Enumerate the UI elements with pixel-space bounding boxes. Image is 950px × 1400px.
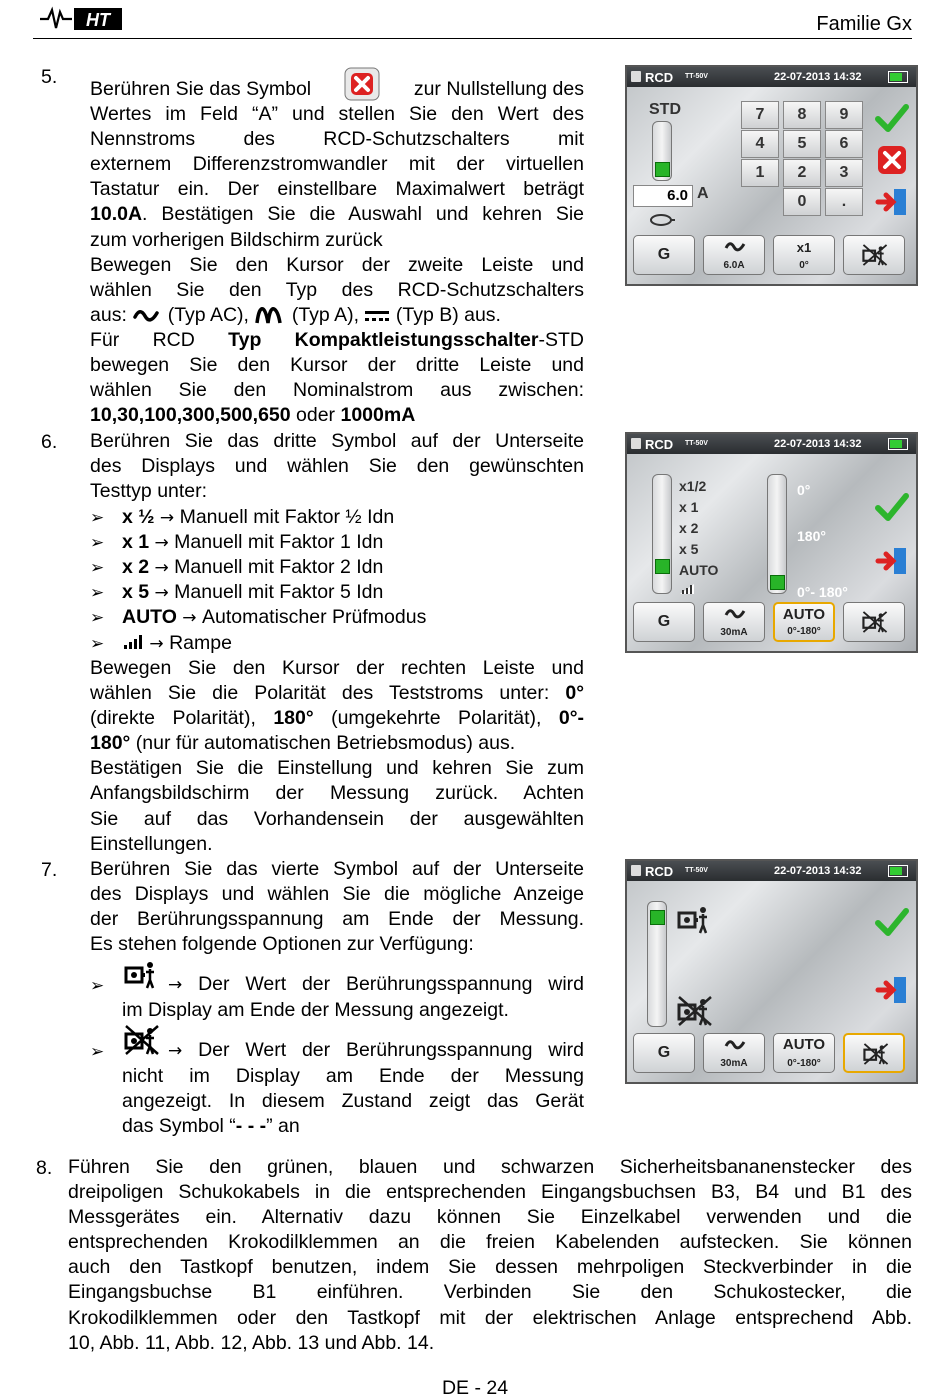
test-type-option[interactable]: x 2: [679, 520, 699, 536]
exit-icon[interactable]: [874, 973, 910, 1007]
step-5-number: 5.: [41, 66, 58, 88]
touch-voltage-slider[interactable]: [647, 901, 667, 1027]
step-6-line: Bestätigen Sie die Einstellung und kehren Sie zum: [90, 757, 584, 780]
bullet-marker: ➢: [90, 508, 105, 528]
test-type-desc: Automatischer Prüfmodus: [201, 606, 427, 629]
ground-button[interactable]: [633, 235, 695, 275]
mode-label: AUTO: [782, 606, 826, 623]
step-5-line: [90, 202, 584, 227]
step-5-text: [90, 77, 584, 428]
header-divider: [33, 38, 912, 39]
current-max: 1000mA: [340, 404, 416, 427]
step-6-line: Berühren Sie das dritte Symbol auf der Unterseite: [90, 430, 584, 452]
touch-voltage-button[interactable]: [843, 1033, 905, 1073]
battery-icon: [888, 71, 908, 83]
step-6-line: Sie auf das Vorhandensein der ausgewählten: [90, 807, 584, 830]
type-a-label: (Typ A),: [291, 303, 360, 326]
nominal-current: 30mA: [720, 1058, 748, 1069]
type-b-label: (Typ B) aus.: [395, 303, 501, 326]
exit-icon[interactable]: [874, 544, 910, 578]
ground-label: G: [657, 613, 671, 630]
touch-voltage-button[interactable]: [843, 602, 905, 642]
polarity-label: 0°: [799, 260, 809, 271]
arrow-icon: →: [168, 975, 183, 995]
step-7-number: 7.: [41, 859, 58, 881]
test-type-option[interactable]: AUTO: [679, 562, 719, 578]
option-text: Der Wert der Berührungsspannung wird: [198, 1039, 584, 1061]
device-screen-touch-voltage: [625, 859, 918, 1084]
device-icon: [631, 438, 641, 449]
step-5-line: Berühren Sie das Symbol: [90, 78, 312, 100]
ground-label: G: [657, 1044, 671, 1061]
page-number: DE - 24: [441, 1377, 509, 1399]
polarity-intro: wählen Sie die Polarität des Teststroms unter:: [90, 682, 550, 705]
arrow-icon: →: [149, 583, 175, 604]
nominal-current: 30mA: [720, 627, 748, 638]
std-slider[interactable]: [652, 121, 672, 181]
std-suffix: -STD: [538, 328, 584, 351]
status-bar: [627, 861, 916, 881]
brand-text: HT: [86, 10, 110, 30]
page-header-title: Familie Gx: [816, 13, 912, 35]
test-type-item: [122, 631, 232, 657]
bullet-marker: ➢: [90, 976, 105, 996]
datetime: 22-07-2013 14:32: [774, 865, 862, 877]
ramp-icon: [679, 583, 695, 595]
bullet-marker: ➢: [90, 1042, 105, 1062]
test-type-item: [122, 605, 426, 631]
confirm-icon[interactable]: [874, 101, 910, 135]
step-8-line: dreipoligen Schukokabels in die entsprechenden Eingangsbuchsen B3, B4 und B1 des: [68, 1181, 912, 1204]
bullet-marker: ➢: [90, 633, 105, 654]
function-title: RCD: [645, 437, 674, 452]
arrow-icon: →: [154, 508, 180, 528]
test-type-desc: Manuell mit Faktor ½ Idn: [179, 506, 395, 528]
polarity-option[interactable]: 0°- 180°: [797, 584, 848, 600]
polarity-180: 180°: [273, 707, 314, 730]
test-type-key: x 5: [122, 581, 150, 604]
dash-symbol: - - -: [235, 1115, 267, 1138]
rcd-type-button[interactable]: [703, 1033, 765, 1073]
step-5-type-line: [90, 303, 584, 328]
test-type-key: x 1: [122, 531, 150, 554]
step-8-line: auch den Tastkopf benutzen, indem Sie dessen mehrpoligen Steckverbinder in die: [68, 1256, 912, 1279]
max-value: 10.0A: [90, 203, 143, 226]
step-5-line: [90, 403, 584, 428]
virtual-keypad: [735, 97, 883, 223]
step-5-line: wählen Sie den Typ des RCD-Schutzschalters: [90, 278, 584, 301]
test-type-item: [122, 580, 383, 606]
step-5-line-rest: . Bestätigen Sie die Auswahl und kehren Sie: [142, 203, 584, 226]
option-line: nicht im Display am Ende der Messung: [122, 1065, 584, 1088]
ac-wave-icon: [724, 1038, 746, 1052]
step-5-line: Tastatur ein. Der einstellbare Maximalwert beträgt: [90, 178, 584, 201]
touch-voltage-off-icon: [862, 243, 888, 267]
step-5-line: zur Nullstellung des: [413, 78, 584, 100]
ac-wave-icon: [724, 240, 746, 254]
keypad-key[interactable]: 1: [741, 159, 779, 187]
bottom-toolbar: [631, 602, 912, 644]
keypad-key[interactable]: 4: [741, 130, 779, 158]
battery-icon: [888, 865, 908, 877]
step-6-line: des Displays und wählen Sie den gewünschten: [90, 455, 584, 478]
ground-button[interactable]: [633, 1033, 695, 1073]
bullet-marker: ➢: [90, 558, 105, 579]
polarity-label: 0°-180°: [787, 626, 821, 637]
test-type-slider[interactable]: [652, 474, 672, 594]
rcd-type-button[interactable]: [703, 602, 765, 642]
option-line: [122, 972, 584, 998]
polarity-option[interactable]: 180°: [797, 528, 826, 544]
keypad-key[interactable]: 3: [825, 159, 863, 187]
test-type-key: x 2: [122, 556, 150, 579]
option-line: [122, 1114, 584, 1139]
test-type-item: [122, 555, 383, 581]
step-6-number: 6.: [41, 431, 58, 453]
touch-voltage-off-icon: [677, 995, 713, 1027]
option-line: angezeigt. In diesem Zustand zeigt das Gerät: [122, 1090, 584, 1113]
option-line: [122, 1038, 584, 1064]
step-6-intro: [90, 429, 584, 504]
pulsating-wave-icon: [254, 307, 286, 325]
device-screen-keypad: [625, 65, 918, 286]
arrow-icon: →: [168, 1041, 183, 1061]
confirm-icon[interactable]: [874, 490, 910, 524]
current-value-field[interactable]: 6.0: [633, 185, 693, 207]
step-5-line: Nennstroms des RCD-Schutzschalters mit: [90, 128, 584, 151]
std-label: STD: [649, 101, 681, 118]
step-8-number: 8.: [36, 1157, 53, 1179]
direct-label: (direkte Polarität),: [90, 707, 256, 730]
bottom-toolbar: [631, 1033, 912, 1075]
function-title: RCD: [645, 70, 674, 85]
system-label: TT-50V: [685, 867, 708, 874]
status-bar: [627, 67, 916, 87]
keypad-key[interactable]: 0: [783, 188, 821, 216]
arrow-icon: →: [176, 608, 202, 629]
ground-label: G: [657, 246, 671, 263]
step-5-line: Wertes im Feld “A” und stellen Sie den Wert des: [90, 103, 584, 126]
keypad-key[interactable]: 9: [825, 101, 863, 129]
multiplier-label: x1: [796, 240, 812, 255]
keypad-key[interactable]: 6: [825, 130, 863, 158]
step-8-line: 10, Abb. 11, Abb. 12, Abb. 13 und Abb. 14.: [68, 1331, 435, 1354]
step-6-line: [90, 731, 584, 756]
test-type-desc: Manuell mit Faktor 1 Idn: [174, 531, 384, 554]
step-6-line: Testtyp unter:: [90, 480, 208, 503]
test-type-desc: Manuell mit Faktor 5 Idn: [174, 581, 384, 604]
symbol-text-end: ” an: [266, 1115, 300, 1138]
ac-wave-icon: [132, 307, 162, 325]
rcd-label: Für RCD: [90, 328, 195, 351]
polarity-0-180: 0°-: [558, 707, 584, 730]
polarity-label: 0°-180°: [787, 1058, 821, 1069]
dc-icon: [364, 309, 390, 323]
confirm-icon[interactable]: [874, 905, 910, 939]
keypad-key[interactable]: 7: [741, 101, 779, 129]
arrow-icon: →: [149, 533, 175, 554]
nominal-current: 6.0A: [723, 260, 745, 271]
polarity-slider[interactable]: [767, 474, 787, 594]
breaker-type: Typ Kompaktleistungsschalter: [228, 328, 539, 351]
type-ac-label: (Typ AC),: [167, 303, 249, 326]
unit-label: A: [697, 185, 709, 202]
bottom-toolbar: [631, 235, 912, 277]
step-7-line: Berühren Sie das vierte Symbol auf der Unterseite: [90, 858, 584, 880]
bullet-marker: ➢: [90, 533, 105, 554]
ground-button[interactable]: [633, 602, 695, 642]
slider-knob[interactable]: [770, 575, 785, 590]
device-screen-test-type: [625, 432, 918, 653]
option-hide-touch-voltage: [122, 1038, 584, 1139]
test-mode-button[interactable]: [773, 602, 835, 642]
symbol-text: das Symbol “: [122, 1115, 236, 1138]
step-6-line: Einstellungen.: [90, 832, 213, 855]
step-5-line: externem Differenzstromwandler mit der virtuellen: [90, 153, 584, 176]
step-6-line: [90, 681, 584, 706]
step-6-line: Anfangsbildschirm der Messung zurück. Achten: [90, 782, 584, 805]
step-7-line: der Berührungsspannung am Ende der Messung.: [90, 908, 584, 931]
step-7-text: [90, 857, 584, 957]
polarity-180b: 180°: [90, 732, 131, 755]
test-type-key: x ½: [122, 506, 155, 528]
touch-voltage-on-icon: [677, 905, 713, 935]
battery-icon: [888, 438, 908, 450]
option-show-touch-voltage: [122, 972, 584, 1023]
step-8-line: Führen Sie den grünen, blauen und schwarzen Sicherheitsbananenstecker des: [68, 1156, 912, 1178]
step-5-line: bewegen Sie den Kursor der dritte Leiste und: [90, 354, 584, 377]
touch-voltage-off-icon: [862, 610, 888, 634]
slider-knob[interactable]: [650, 910, 665, 925]
test-type-option[interactable]: x1/2: [679, 478, 707, 494]
keypad-key[interactable]: 2: [783, 159, 821, 187]
test-mode-button[interactable]: [773, 1033, 835, 1073]
step-8-line: Messgerätes ein. Alternativ dazu können Sie Einzelkabel verwenden und die: [68, 1206, 912, 1229]
test-type-item: [122, 505, 394, 531]
ramp-icon: [122, 634, 144, 650]
step-6-line: [90, 706, 584, 731]
step-5-line: zum vorherigen Bildschirm zurück: [90, 228, 383, 251]
step-6-line: Bewegen Sie den Kursor der rechten Leiste und: [90, 657, 584, 679]
option-text: Der Wert der Berührungsspannung wird: [198, 973, 584, 995]
polarity-option[interactable]: 0°: [797, 482, 811, 498]
or-text: oder: [290, 404, 341, 427]
step-8-line: Eingangsbuchse B1 einführen. Verbinden Sie den Schukostecker, die: [68, 1281, 912, 1304]
system-label: TT-50V: [685, 440, 708, 447]
bullet-marker: ➢: [90, 608, 105, 629]
auto-mode-note: (nur für automatischen Betriebsmodus) aus.: [130, 732, 516, 755]
step-7-line: des Displays und wählen Sie die mögliche Anzeige: [90, 883, 584, 906]
test-mode-button[interactable]: [773, 235, 835, 275]
test-type-desc: Rampe: [169, 631, 232, 654]
rcd-type-button[interactable]: [703, 235, 765, 275]
keypad-key[interactable]: 5: [783, 130, 821, 158]
system-label: TT-50V: [685, 73, 708, 80]
step-8-text: [68, 1155, 912, 1356]
device-icon: [631, 865, 641, 876]
step-5-line: wählen Sie den Nominalstrom aus zwischen:: [90, 379, 584, 402]
step-6-polarity-text: [90, 656, 584, 857]
function-title: RCD: [645, 864, 674, 879]
device-icon: [631, 71, 641, 82]
step-5-line: [90, 328, 584, 353]
step-8-line: entsprechenden Krokodilklemmen an die freien Kabelenden aufstecken. Sie können: [68, 1231, 912, 1254]
option-line: im Display am Ende der Messung angezeigt.: [122, 999, 509, 1022]
arrow-icon: →: [149, 558, 175, 579]
bullet-marker: ➢: [90, 583, 105, 604]
test-type-option[interactable]: x 1: [679, 499, 699, 515]
test-type-key: AUTO: [122, 606, 177, 629]
status-bar: [627, 434, 916, 454]
current-transformer-icon: [649, 213, 675, 227]
mode-label: AUTO: [782, 1036, 826, 1053]
test-type-desc: Manuell mit Faktor 2 Idn: [174, 556, 384, 579]
touch-voltage-button[interactable]: [843, 235, 905, 275]
slider-knob[interactable]: [655, 162, 670, 177]
current-values: 10,30,100,300,500,650: [90, 404, 291, 427]
test-type-item: [122, 530, 383, 556]
datetime: 22-07-2013 14:32: [774, 71, 862, 83]
type-intro: aus:: [90, 303, 127, 326]
keypad-key[interactable]: .: [825, 188, 863, 216]
step-5-line: Bewegen Sie den Kursor der zweite Leiste und: [90, 253, 584, 276]
ac-wave-icon: [724, 607, 746, 621]
step-8-line: Krokodilklemmen oder den Tastkopf mit der elektrischen Anlage entsprechend Abb.: [68, 1306, 912, 1329]
slider-knob[interactable]: [655, 559, 670, 574]
keypad-key[interactable]: 8: [783, 101, 821, 129]
test-type-option[interactable]: x 5: [679, 541, 699, 557]
delete-icon: [344, 67, 380, 101]
exit-icon[interactable]: [874, 185, 910, 219]
delete-icon[interactable]: [874, 143, 910, 177]
arrow-icon: →: [144, 633, 170, 654]
touch-voltage-off-icon: [863, 1042, 889, 1066]
step-7-line: Es stehen folgende Optionen zur Verfügung:: [90, 933, 474, 956]
datetime: 22-07-2013 14:32: [774, 438, 862, 450]
reverse-label: (umgekehrte Polarität),: [331, 707, 542, 730]
polarity-0: 0°: [565, 682, 584, 705]
ht-logo: [38, 6, 126, 32]
